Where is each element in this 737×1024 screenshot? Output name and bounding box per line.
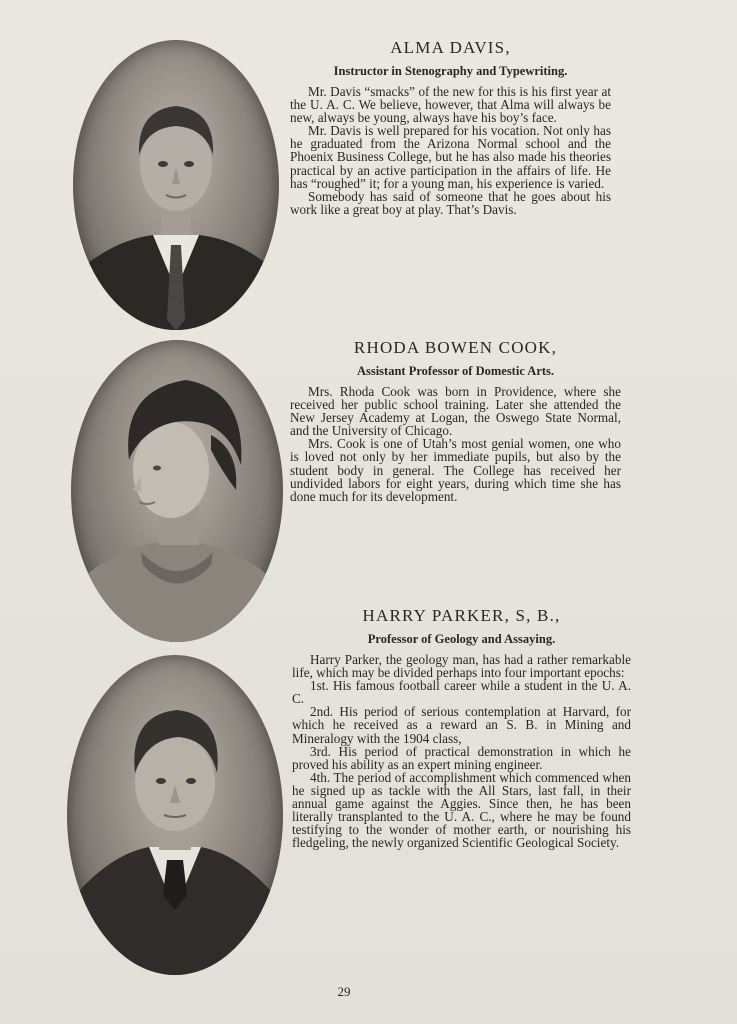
- entry-paragraph: Mr. Davis is well prepared for his vocation. Not only has he graduated from the Arizona Normal school and the Phoenix Business College, but he has also made his theories practical by an active participation in the affairs of life. He has “roughed” it; for a young man, his experience is varied.: [290, 123, 611, 191]
- portrait-harry-parker: [67, 655, 283, 975]
- man-portrait-icon: [73, 40, 279, 330]
- entry-title: Assistant Professor of Domestic Arts.: [356, 364, 555, 378]
- entry-paragraph: 3rd. His period of practical demonstration in which he proved his ability as an expert mining engineer.: [292, 743, 631, 772]
- entry-title: Instructor in Stenography and Typewriting.: [333, 64, 568, 78]
- entry-paragraph: Harry Parker, the geology man, has had a rather remarkable life, which may be divided perhaps into four important epochs:: [292, 652, 631, 681]
- page-number: 29: [337, 984, 351, 999]
- entry-name: HARRY PARKER, S, B.,: [362, 606, 561, 625]
- entry-alma-davis: [290, 38, 611, 216]
- entry-paragraph: 4th. The period of accomplishment which commenced when he signed up as tackle with the All Stars, last fall, in their annual game against the Aggies. Since then, he has been literally transplanted to the U. A. C., where he may be found testifying to the wonder of mother earth, or nourishing his fledgeling, the newly organized Scientific Geological Society.: [292, 769, 631, 851]
- entry-rhoda-bowen-cook: [290, 338, 621, 503]
- entry-name: ALMA DAVIS,: [390, 38, 511, 57]
- portrait-alma-davis: [73, 40, 279, 330]
- entry-paragraph: Mrs. Cook is one of Utah’s most genial women, one who is loved not only by her immediate pupils, but also by the student body in general. The College has received her undivided labors for eight years, during which time she has done much for its development.: [290, 436, 621, 504]
- woman-portrait-icon: [71, 340, 283, 642]
- entry-paragraph: Somebody has said of someone that he goes about his work like a great boy at play. That’s Davis.: [290, 188, 611, 217]
- entry-paragraph: Mr. Davis “smacks” of the new for this is his first year at the U. A. C. We believe, however, that Alma will always be new, always be young, always have his boy’s face.: [290, 84, 611, 126]
- entry-paragraph: 2nd. His period of serious contemplation at Harvard, for which he received as a reward an S. B. in Mining and Mineralogy with the 1904 class,: [292, 704, 631, 746]
- entry-title: Professor of Geology and Assaying.: [367, 632, 556, 646]
- entry-harry-parker: [292, 606, 631, 849]
- portrait-rhoda-bowen-cook: [71, 340, 283, 642]
- entry-paragraph: Mrs. Rhoda Cook was born in Providence, where she received her public school training. Later she attended the New Jersey Academy at Logan, the Oswego State Normal, and the University of Chicago.: [290, 384, 621, 439]
- man-portrait-icon: [67, 655, 283, 975]
- entry-name: RHODA BOWEN COOK,: [353, 338, 558, 357]
- entry-paragraph: 1st. His famous football career while a student in the U. A. C.: [292, 678, 631, 707]
